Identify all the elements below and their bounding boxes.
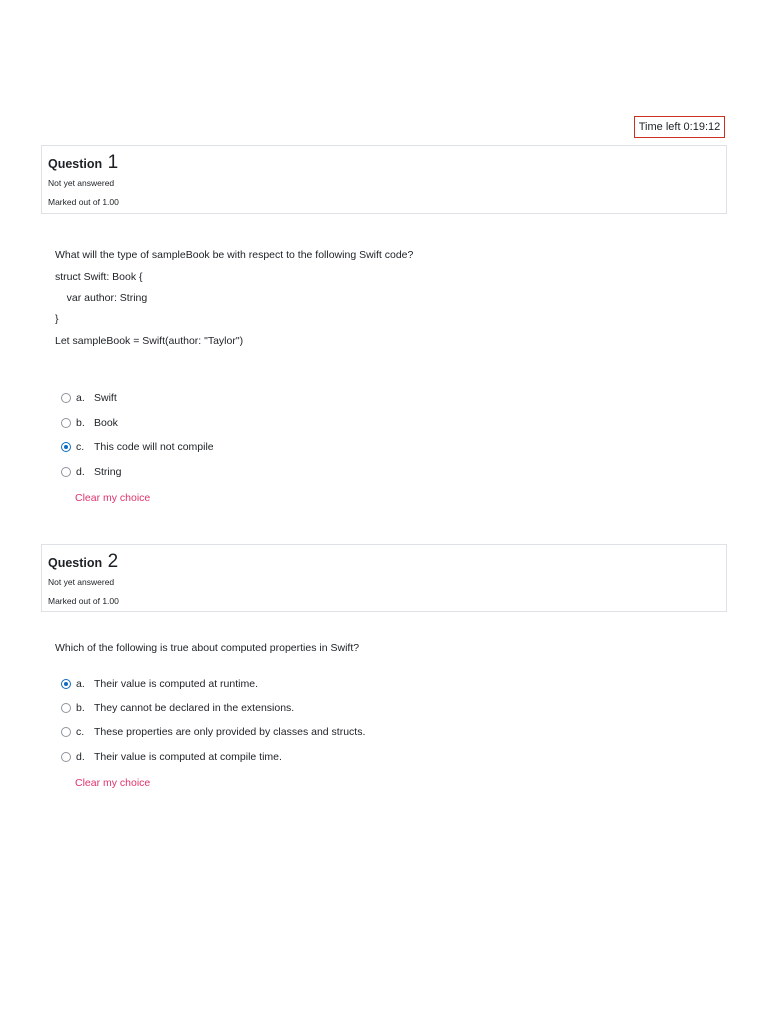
question-2-answer-b[interactable]	[61, 700, 294, 716]
radio-button[interactable]	[61, 467, 71, 477]
question-1-grade: Marked out of 1.00	[48, 197, 119, 207]
question-2-clear-choice-link[interactable]: Clear my choice	[75, 777, 151, 789]
question-1-answer-d[interactable]	[61, 464, 121, 480]
question-label: Question	[48, 157, 103, 171]
radio-button[interactable]	[61, 727, 71, 737]
question-1-text-line: Let sampleBook = Swift(author: "Taylor")	[55, 335, 244, 347]
radio-button[interactable]	[61, 752, 71, 762]
question-1-heading	[48, 152, 118, 174]
question-2-info	[41, 544, 727, 612]
question-1-answer-a[interactable]	[61, 390, 117, 406]
question-1-text-line: What will the type of sampleBook be with respect to the following Swift code?	[55, 249, 414, 261]
question-label: Question	[48, 556, 103, 570]
question-2-answer-c[interactable]	[61, 724, 365, 740]
answer-letter: c.	[76, 726, 85, 738]
question-number: 1	[107, 152, 119, 173]
answer-letter: c.	[76, 441, 85, 453]
answer-text: Their value is computed at runtime.	[94, 678, 258, 690]
answer-text: String	[94, 466, 122, 478]
question-number: 2	[107, 551, 119, 572]
question-1-clear-choice-link[interactable]: Clear my choice	[75, 492, 151, 504]
question-1-info	[41, 145, 727, 214]
answer-text: This code will not compile	[94, 441, 214, 453]
answer-letter: d.	[76, 751, 85, 763]
answer-letter: a.	[76, 678, 85, 690]
radio-button[interactable]	[61, 418, 71, 428]
radio-button[interactable]	[61, 679, 71, 689]
question-1-answer-b[interactable]	[61, 415, 118, 431]
answer-text: They cannot be declared in the extensions.	[94, 702, 295, 714]
radio-button[interactable]	[61, 442, 71, 452]
question-1-text-line: var author: String	[55, 292, 148, 304]
question-1-answer-c[interactable]	[61, 439, 214, 455]
radio-button[interactable]	[61, 703, 71, 713]
answer-text: Book	[94, 417, 118, 429]
question-2-state: Not yet answered	[48, 577, 115, 587]
question-2-text-line: Which of the following is true about computed properties in Swift?	[55, 642, 360, 654]
question-2-grade: Marked out of 1.00	[48, 596, 119, 606]
answer-text: Their value is computed at compile time.	[94, 751, 282, 763]
question-2-answer-a[interactable]	[61, 676, 258, 692]
time-left-timer: Time left 0:19:12	[634, 116, 725, 138]
radio-button[interactable]	[61, 393, 71, 403]
answer-text: These properties are only provided by classes and structs.	[94, 726, 366, 738]
answer-text: Swift	[94, 392, 117, 404]
answer-letter: a.	[76, 392, 85, 404]
question-2-answer-d[interactable]	[61, 749, 282, 765]
question-2-heading	[48, 551, 118, 573]
answer-letter: b.	[76, 702, 85, 714]
answer-letter: d.	[76, 466, 85, 478]
question-1-text-line: }	[55, 313, 59, 325]
question-1-text-line: struct Swift: Book {	[55, 271, 143, 283]
answer-letter: b.	[76, 417, 85, 429]
question-1-state: Not yet answered	[48, 178, 115, 188]
